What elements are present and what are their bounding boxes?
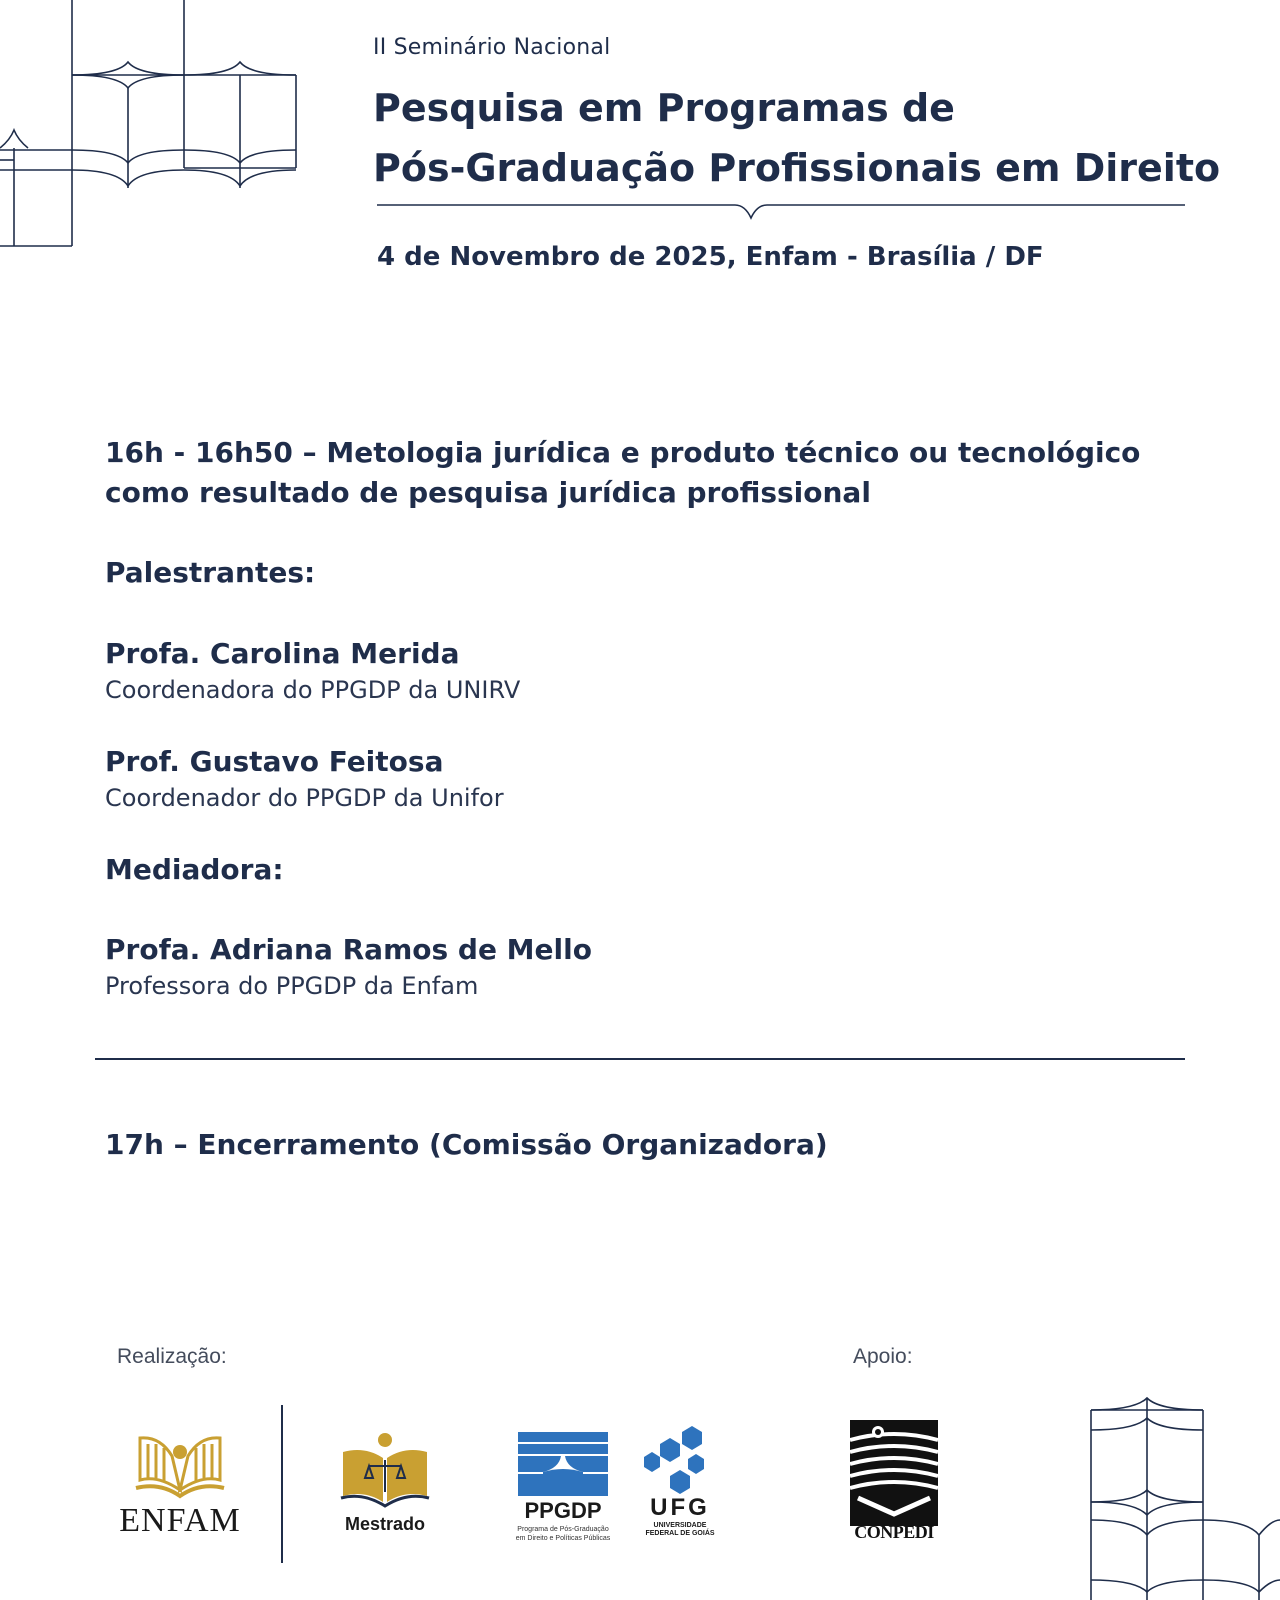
ppgdp-caption-line-1: Programa de Pós-Graduação [517, 1526, 609, 1533]
speaker-name: Profa. Carolina Merida [105, 637, 460, 670]
closing-item: 17h – Encerramento (Comissão Organizadora) [105, 1128, 828, 1161]
session-title [105, 433, 1185, 513]
conpedi-wordmark: CONPEDI [854, 1522, 934, 1542]
ppgdp-wordmark: PPGDP [524, 1498, 602, 1523]
speakers-label: Palestrantes: [105, 556, 316, 589]
mestrado-logo [335, 1430, 435, 1540]
organizers-label: Realização: [117, 1345, 227, 1368]
speaker-name: Prof. Gustavo Feitosa [105, 745, 444, 778]
title-divider [377, 196, 1185, 230]
moderator-label: Mediadora: [105, 853, 284, 886]
moderator-role: Professora do PPGDP da Enfam [105, 972, 479, 1000]
top-left-book-ornament [0, 0, 310, 260]
enfam-logo [110, 1430, 250, 1540]
enfam-book-icon [110, 1430, 250, 1510]
ufg-wordmark: UFG [650, 1494, 710, 1521]
ufg-caption [634, 1522, 726, 1538]
session-title-line-1: 16h - 16h50 – Metologia jurídica e produto técnico ou tecnológico [105, 436, 1141, 469]
ufg-caption-line-2: FEDERAL DE GOIÁS [645, 1530, 715, 1537]
support-label: Apoio: [853, 1345, 913, 1368]
mestrado-label: Mestrado [344, 1514, 425, 1534]
session-title-line-2: como resultado de pesquisa jurídica profissional [105, 476, 871, 509]
ufg-caption-line-1: UNIVERSIDADE [653, 1522, 707, 1529]
seminar-label: II Seminário Nacional [373, 35, 611, 60]
conpedi-emblem-icon [848, 1418, 940, 1528]
section-divider [95, 1058, 1185, 1060]
ufg-logo [640, 1424, 720, 1544]
logo-divider [281, 1405, 283, 1563]
mestrado-book-icon [335, 1430, 435, 1510]
speaker-role: Coordenador do PPGDP da Unifor [105, 784, 504, 812]
conpedi-logo [848, 1418, 940, 1548]
title-line-1: Pesquisa em Programas de [373, 86, 955, 130]
moderator-name: Profa. Adriana Ramos de Mello [105, 933, 592, 966]
ppgdp-caption [507, 1525, 619, 1543]
page-title [373, 78, 1220, 198]
bottom-right-book-ornament [1085, 1390, 1280, 1600]
ufg-hexagons-icon [640, 1424, 720, 1496]
ppgdp-caption-line-2: em Direito e Políticas Públicas [515, 1535, 611, 1542]
enfam-wordmark: ENFAM [119, 1502, 241, 1539]
event-date-location: 4 de Novembro de 2025, Enfam - Brasília / DF [377, 242, 1044, 272]
title-line-2: Pós-Graduação Profissionais em Direito [373, 146, 1221, 190]
ppgdp-emblem-icon [513, 1432, 613, 1498]
ppgdp-logo [513, 1432, 613, 1547]
speaker-role: Coordenadora do PPGDP da UNIRV [105, 676, 521, 704]
